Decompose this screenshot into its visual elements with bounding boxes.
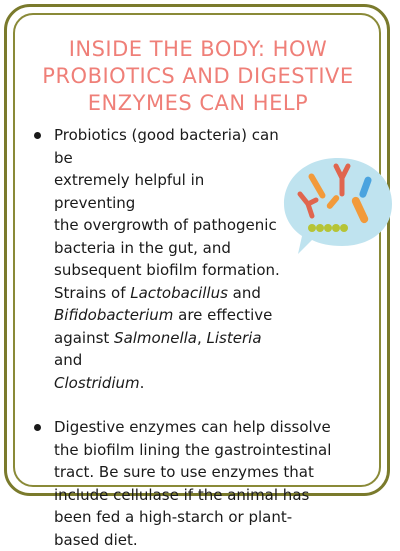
text-line: been fed a high-starch or plant- (54, 506, 374, 529)
bullet-dot-icon (34, 132, 41, 139)
text-line (54, 327, 286, 372)
text-line: bacteria in the gut, and (54, 237, 286, 260)
text-line: the overgrowth of pathogenic (54, 214, 286, 237)
species-name: Clostridium (54, 374, 140, 392)
text-run: . (140, 374, 145, 392)
title-line: PROBIOTICS AND DIGESTIVE (42, 64, 353, 88)
species-name: Lactobacillus (130, 284, 228, 302)
text-line: based diet. (54, 529, 374, 551)
list-item-enzymes (32, 416, 372, 551)
bacteria-icon (278, 150, 398, 260)
text-run: , (197, 329, 207, 347)
species-name: Salmonella (114, 329, 197, 347)
page-title (20, 36, 376, 117)
title-line: INSIDE THE BODY: HOW (69, 37, 328, 61)
text-line: subsequent biofilm formation. (54, 259, 286, 282)
text-run: Strains of (54, 284, 130, 302)
bullet-dot-icon (34, 424, 41, 431)
text-run: are effective (173, 306, 272, 324)
text-run: and (54, 351, 82, 369)
text-line (54, 372, 286, 395)
text-line: include cellulase if the animal has (54, 484, 374, 507)
text-line: Probiotics (good bacteria) can be (54, 124, 286, 169)
species-name: Bifidobacterium (54, 306, 173, 324)
text-line (54, 282, 286, 305)
text-line: Digestive enzymes can help dissolve (54, 416, 374, 439)
text-line (54, 304, 286, 327)
text-run: against (54, 329, 114, 347)
title-line: ENZYMES CAN HELP (88, 91, 308, 115)
text-line: tract. Be sure to use enzymes that (54, 461, 374, 484)
text-run: and (228, 284, 261, 302)
text-line: extremely helpful in preventing (54, 169, 286, 214)
text-line: the biofilm lining the gastrointestinal (54, 439, 374, 462)
species-name: Listeria (207, 329, 262, 347)
